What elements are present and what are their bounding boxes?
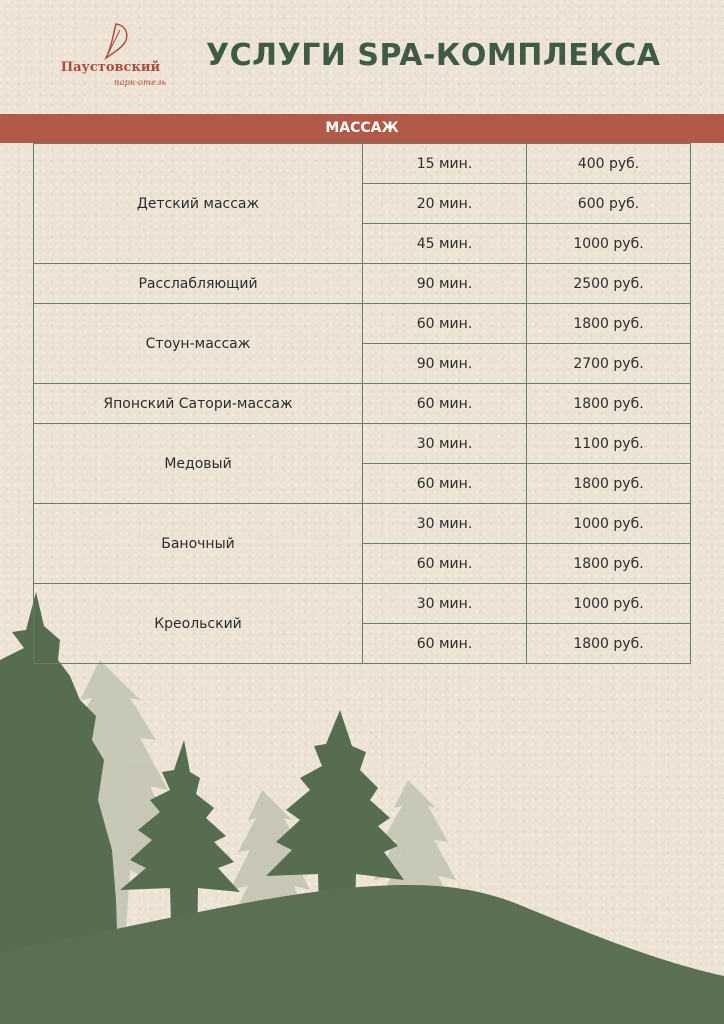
service-duration: 60 мин. [363,464,527,504]
logo-name: Паустовский [60,60,161,75]
price-table [33,143,691,664]
service-name: Креольский [34,584,363,664]
service-name: Детский массаж [34,144,363,264]
service-price: 600 руб. [527,184,691,224]
table-row [34,144,691,184]
hotel-logo [48,22,173,92]
service-duration: 30 мин. [363,584,527,624]
table-row [34,384,691,424]
service-price: 1800 руб. [527,304,691,344]
feather-quill-icon [48,22,173,62]
service-price: 1000 руб. [527,584,691,624]
service-duration: 60 мин. [363,304,527,344]
table-row [34,504,691,544]
service-duration: 90 мин. [363,264,527,304]
page-title: УСЛУГИ SPA-КОМПЛЕКСА [206,38,661,73]
service-price: 1800 руб. [527,384,691,424]
service-duration: 20 мин. [363,184,527,224]
service-price: 1800 руб. [527,464,691,504]
service-duration: 30 мин. [363,424,527,464]
table-row [34,264,691,304]
service-name: Баночный [34,504,363,584]
service-price: 1100 руб. [527,424,691,464]
table-row [34,424,691,464]
table-row [34,304,691,344]
service-price: 1000 руб. [527,504,691,544]
service-duration: 90 мин. [363,344,527,384]
service-name: Медовый [34,424,363,504]
service-name: Японский Сатори-массаж [34,384,363,424]
service-duration: 15 мин. [363,144,527,184]
service-name: Стоун-массаж [34,304,363,384]
logo-subtitle: парк-отель [114,78,167,88]
service-name: Расслабляющий [34,264,363,304]
service-price: 2500 руб. [527,264,691,304]
service-duration: 60 мин. [363,384,527,424]
service-price: 1800 руб. [527,544,691,584]
service-duration: 60 мин. [363,624,527,664]
service-duration: 60 мин. [363,544,527,584]
service-duration: 45 мин. [363,224,527,264]
table-row [34,584,691,624]
price-table-body [34,144,691,664]
section-header-massage: МАССАЖ [0,114,724,143]
service-duration: 30 мин. [363,504,527,544]
service-price: 2700 руб. [527,344,691,384]
service-price: 400 руб. [527,144,691,184]
service-price: 1800 руб. [527,624,691,664]
service-price: 1000 руб. [527,224,691,264]
